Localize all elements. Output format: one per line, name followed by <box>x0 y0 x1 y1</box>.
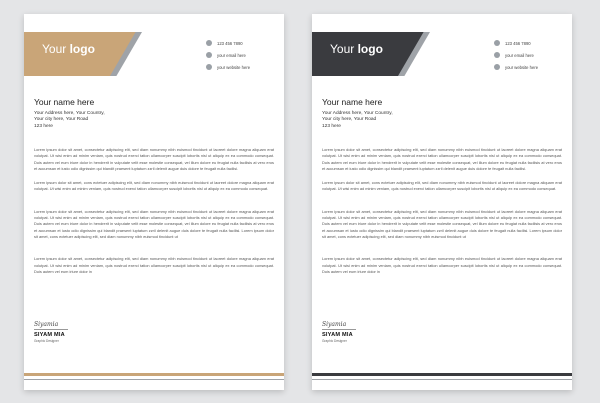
email-icon <box>206 52 212 58</box>
web-text: your website here <box>217 64 251 70</box>
letterhead-dark <box>312 14 572 390</box>
logo-text-bold: logo <box>357 42 383 56</box>
email-icon <box>494 52 500 58</box>
body-paragraph: Lorem ipsum dolor sit amet, consectetur adipiscing elit, sed diam nonummy nibh euismod tincidunt ut laoreet dolore magna aliquam erat volutpat. Ut wisi enim ad minim veniam, quis nostrud exerci tation ullamcorper suscipit lobortis nisl ut aliquip ex ea commodo consequat. Duis autem vel eum iriure dolor in <box>34 256 274 274</box>
phone-icon <box>206 40 212 46</box>
contact-phone <box>494 38 556 48</box>
recipient-name: Your name here <box>34 97 95 107</box>
contact-phone <box>206 38 268 48</box>
contact-web <box>206 62 268 72</box>
address-line: Your Address here, Your Country, <box>322 111 393 116</box>
letter-body <box>34 147 274 283</box>
logo-text-regular: Your <box>330 42 358 56</box>
contact-email <box>494 50 556 60</box>
address-line: 123 here <box>34 123 53 129</box>
address-line: Your city here, Your Road <box>34 117 89 123</box>
body-paragraph: Lorem ipsum dolor sit amet, cons ectetuer adipiscing elit, sed diam nonummy nibh euismod tincidunt ut laoreet dolore magna aliquam erat volutpat. Ut wisi enim ad minim veniam, quis nostrud exerci tation ullamcorper suscipit lobortis nisl ut aliquip ex ea commodo consequat. <box>34 180 274 192</box>
signature-name: SIYAM MIA <box>34 332 65 338</box>
contact-web <box>494 62 556 72</box>
signature-title: Graphic Designer <box>322 339 347 343</box>
letter-body <box>322 147 562 283</box>
signature-title: Graphic Designer <box>34 339 59 343</box>
address-line: 123 here <box>322 123 341 129</box>
email-text: your email here <box>217 52 246 58</box>
footer-bar <box>312 373 572 376</box>
signature-script: Siyamia <box>34 321 68 330</box>
footer-line <box>312 379 572 380</box>
logo-text-regular: Your <box>42 42 70 56</box>
body-paragraph: Lorem ipsum dolor sit amet, cons ectetuer adipiscing elit, sed diam nonummy nibh euismod tincidunt ut laoreet dolore magna aliquam erat volutpat. Ut wisi enim ad minim veniam, quis nostrud exerci tation ullamcorper suscipit lobortis nisl ut aliquip ex ea commodo consequat. <box>322 180 562 192</box>
body-paragraph: Lorem ipsum dolor sit amet, consectetur adipiscing elit, sed diam nonummy nibh euismod tincidunt ut laoreet dolore magna aliquam erat volutpat. Ut wisi enim ad minim veniam, quis nostrud exerci tation ullamcorper suscipit lobortis nisl ut aliquip ex ea commodo consequat. Duis autem vel eum iriure dolor in hendrerit in vulputate velit esse molestie consequat, vel illum dolore eu feugiat nulla facilisis at vero eros et accumsan et iusto odio dignissim qui blandit praesent luptatum zzril delenit augue duis dolore te feugait nulla facilisi. <box>322 147 562 171</box>
phone-text: 123 456 7890 <box>505 40 531 46</box>
signature-name: SIYAM MIA <box>322 332 353 338</box>
web-icon <box>494 64 500 70</box>
body-paragraph: Lorem ipsum dolor sit amet, consectetur adipiscing elit, sed diam nonummy nibh euismod tincidunt ut laoreet dolore magna aliquam erat volutpat. Ut wisi enim ad minim veniam, quis nostrud exerci tation ullamcorper suscipit lobortis nisl ut aliquip ex ea commodo consequat. Duis autem vel eum iriure dolor in hendrerit in vulputate velit esse molestie consequat, vel illum dolore eu feugiat nulla facilisis at vero eros et accumsan et iusto odio dignissim qui blandit praesent luptatum zzril delenit augue duis dolore te feugait nulla facilisi. Lorem ipsum dolor sit amet, cons ectetuer adipiscing elit, sed diam nonummy nibh euismod tincidunt ut <box>322 208 562 239</box>
signature-script: Siyamia <box>322 321 356 330</box>
footer-bar <box>24 373 284 376</box>
contact-email <box>206 50 268 60</box>
body-paragraph: Lorem ipsum dolor sit amet, consectetur adipiscing elit, sed diam nonummy nibh euismod tincidunt ut laoreet dolore magna aliquam erat volutpat. Ut wisi enim ad minim veniam, quis nostrud exerci tation ullamcorper suscipit lobortis nisl ut aliquip ex ea commodo consequat. Duis autem vel eum iriure dolor in hendrerit in vulputate velit esse molestie consequat, vel illum dolore eu feugiat nulla facilisis at vero eros et accumsan et iusto odio dignissim qui blandit praesent luptatum zzril delenit augue duis dolore te feugait nulla facilisi. <box>34 147 274 171</box>
contact-block <box>494 38 556 74</box>
web-icon <box>206 64 212 70</box>
logo-text-bold: logo <box>69 42 95 56</box>
phone-icon <box>494 40 500 46</box>
address-line: Your city here, Your Road <box>322 117 377 123</box>
letterhead-tan <box>24 14 284 390</box>
web-text: your website here <box>505 64 539 70</box>
contact-block <box>206 38 268 74</box>
body-paragraph: Lorem ipsum dolor sit amet, consectetur adipiscing elit, sed diam nonummy nibh euismod tincidunt ut laoreet dolore magna aliquam erat volutpat. Ut wisi enim ad minim veniam, quis nostrud exerci tation ullamcorper suscipit lobortis nisl ut aliquip ex ea commodo consequat. Duis autem vel eum iriure dolor in hendrerit in vulputate velit esse molestie consequat, vel illum dolore eu feugiat nulla facilisis at vero eros et accumsan et iusto odio dignissim qui blandit praesent luptatum zzril delenit augue duis dolore te feugait nulla facilisi. Lorem ipsum dolor sit amet, cons ectetuer adipiscing elit, sed diam nonummy nibh euismod tincidunt ut <box>34 208 274 239</box>
phone-text: 123 456 7890 <box>217 40 243 46</box>
address-block <box>34 111 154 130</box>
email-text: your email here <box>505 52 534 58</box>
signature-block <box>34 321 68 343</box>
address-line: Your Address here, Your Country, <box>34 111 105 116</box>
address-block <box>322 111 442 130</box>
footer-line <box>24 379 284 380</box>
logo <box>42 42 95 56</box>
recipient-name: Your name here <box>322 97 383 107</box>
signature-block <box>322 321 356 343</box>
body-paragraph: Lorem ipsum dolor sit amet, consectetur adipiscing elit, sed diam nonummy nibh euismod tincidunt ut laoreet dolore magna aliquam erat volutpat. Ut wisi enim ad minim veniam, quis nostrud exerci tation ullamcorper suscipit lobortis nisl ut aliquip ex ea commodo consequat. Duis autem vel eum iriure dolor in <box>322 256 562 274</box>
logo <box>330 42 383 56</box>
